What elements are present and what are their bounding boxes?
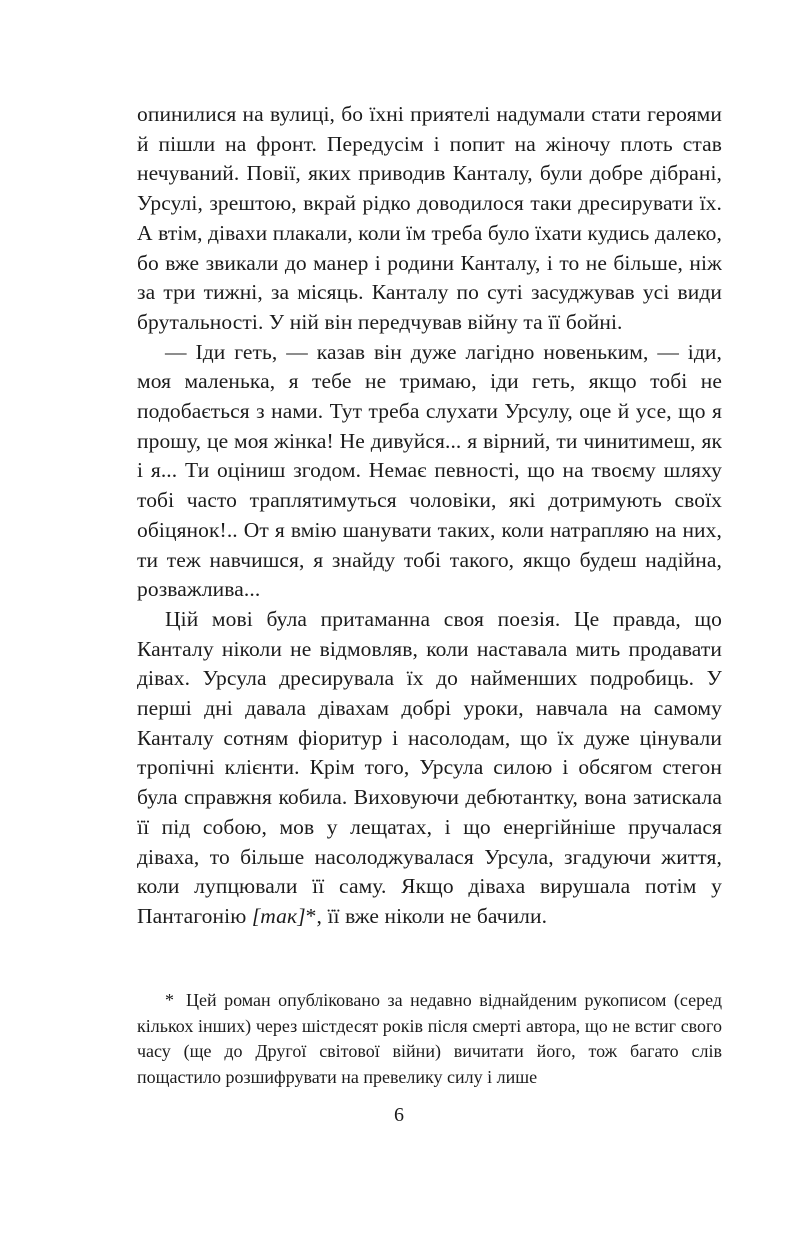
footnote-marker: * — [165, 990, 174, 1010]
body-text — [137, 100, 722, 932]
paragraph-1: опинилися на вулиці, бо їхні приятелі надумали стати героями й пішли на фронт. Передусім і попит на жіночу плоть став нечуваний. Повії, яких приводив Канталу, були добре дібрані, Урсулі, зрештою, вкрай рідко доводилося таки дресирувати їх. А втім, дівахи плакали, коли їм треба було їхати кудись далеко, бо вже звикали до манер і родини Канталу, і то не більше, ніж за три тижні, за місяць. Канталу по суті засуджував усі види брутальності. У ній він передчував війну та її бойні. — [137, 102, 722, 334]
footnote — [137, 988, 722, 1090]
page-number: 6 — [394, 1104, 404, 1126]
footnote-paragraph — [137, 988, 722, 1090]
paragraph-3-text-before: Цій мові була притаманна своя поезія. Це правда, що Канталу ніколи не відмовляв, коли наставала мить продавати дівах. Урсула дресирувала їх до найменших подробиць. У перші дні давала дівахам добрі уроки, навчала на самому Канталу сотням фіоритур і насолодам, що їх дуже цінували тропічні клієнти. Крім того, Урсула силою і обсягом стегон була справжня кобила. Виховуючи дебютантку, вона затискала її під собою, мов у лещатах, і що енергійніше пручалася діваха, то більше насолоджувалася Урсула, згадуючи життя, коли лупцювали її саму. Якщо діваха вирушала потім у Пантагонію — [137, 606, 722, 928]
sic-italic-note: [так] — [251, 903, 306, 928]
paragraph-3 — [137, 605, 722, 932]
paragraph-3-text-after: *, її вже ніколи не бачили. — [305, 903, 548, 928]
footnote-text: Цей роман опубліковано за недавно віднайденим рукописом (серед кількох інших) через шістдесят років після смерті автора, що не встиг свого часу (ще до Другої світової війни) вичитати його, тож багато слів пощастило розшифрувати на превелику силу і лише — [137, 990, 722, 1087]
paragraph-2-dialogue: — Іди геть, — казав він дуже лагідно новеньким, — іди, моя маленька, я тебе не тримаю, іди геть, якщо тобі не подобається з нами. Тут треба слухати Урсулу, оце й усе, що я прошу, це моя жінка! Не дивуйся... я вірний, ти чинитимеш, як і я... Ти оціниш згодом. Немає певності, що на твоєму шляху тобі часто траплятимуться чоловіки, які дотримують своїх обіцянок!.. От я вмію шанувати таких, коли натрапляю на них, ти теж навчишся, я знайду тобі такого, якщо будеш надійна, розважлива... — [137, 339, 722, 602]
